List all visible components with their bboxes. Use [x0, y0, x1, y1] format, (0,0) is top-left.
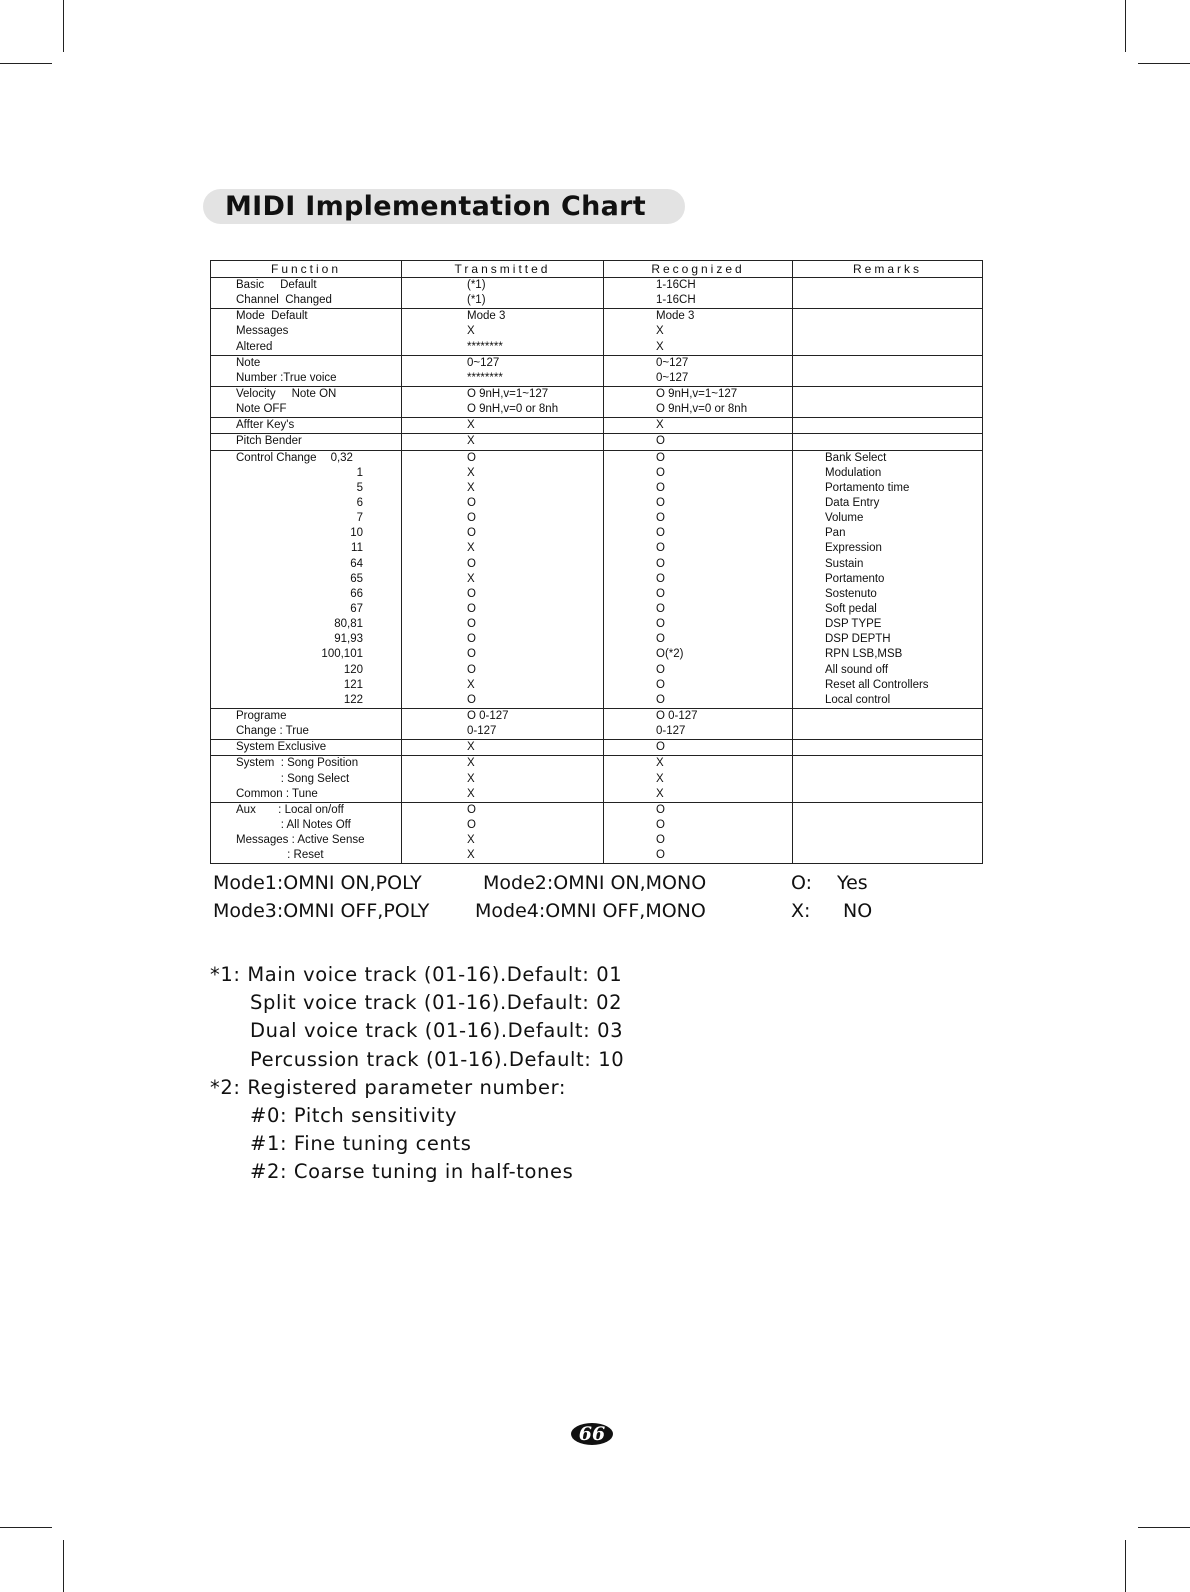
function-cell	[211, 418, 402, 434]
function-cell	[211, 740, 402, 756]
control-change-line	[211, 541, 401, 556]
remarks-cell	[793, 450, 983, 708]
cell-line: Note OFF	[236, 403, 287, 416]
control-change-line	[211, 572, 401, 587]
transmitted-cell	[402, 278, 604, 309]
cell-line: O	[656, 451, 665, 464]
remarks-cell	[793, 740, 983, 756]
cell-line: Affter Key's	[236, 419, 295, 432]
cell-line: Volume	[825, 512, 864, 525]
cell-line: DSP DEPTH	[825, 633, 891, 646]
remarks-cell	[793, 434, 983, 450]
cc-number: 7	[356, 512, 363, 525]
cell-line: O	[467, 818, 476, 831]
cell-line: : Reset	[236, 849, 324, 862]
control-change-line	[211, 663, 401, 678]
cell-line: O 9nH,v=1~127	[467, 387, 549, 400]
control-change-label: Control Change	[236, 451, 317, 464]
mode3-text: Mode3:OMNI OFF,POLY	[213, 900, 430, 922]
cell-line: O 0-127	[656, 709, 698, 722]
cc-number: 122	[343, 693, 363, 706]
control-change-line	[211, 526, 401, 541]
cell-line: Number :True voice	[236, 371, 337, 384]
table-row	[211, 278, 983, 309]
control-change-line	[211, 678, 401, 693]
page-number: 66	[571, 1423, 613, 1445]
cell-line: O 9nH,v=0 or 8nh	[467, 403, 559, 416]
footnote-line: *1: Main voice track (01-16).Default: 01	[210, 963, 623, 986]
cell-line: System : Song Position	[236, 757, 359, 770]
mode4-text: Mode4:OMNI OFF,MONO	[475, 900, 706, 922]
cell-line: Basic Default	[236, 279, 317, 291]
crop-mark	[1125, 1540, 1126, 1592]
control-change-line	[211, 496, 401, 511]
cell-line: Aux : Local on/off	[236, 803, 344, 816]
table-row	[211, 802, 983, 864]
cell-line: 1-16CH	[656, 279, 696, 291]
recognized-cell	[604, 278, 793, 309]
remarks-cell	[793, 418, 983, 434]
remarks-cell	[793, 708, 983, 739]
cell-line: Mode Default	[236, 310, 308, 323]
crop-mark	[1125, 0, 1126, 52]
cell-line: Portamento time	[825, 481, 910, 494]
cell-line: Modulation	[825, 466, 882, 479]
crop-mark	[1138, 63, 1190, 64]
cell-line: O	[467, 451, 476, 464]
footnotes	[210, 963, 624, 1189]
cc-number: 0,32	[330, 451, 353, 464]
recognized-cell	[604, 450, 793, 708]
footnote-line: *2: Registered parameter number:	[210, 1075, 567, 1099]
cell-line: Note	[236, 356, 261, 369]
cell-line: Portamento	[825, 572, 885, 585]
cell-line: X	[467, 834, 475, 847]
control-change-line	[211, 647, 401, 662]
cell-line: O	[656, 849, 665, 862]
cell-line: Local control	[825, 693, 891, 706]
mode1-text: Mode1:OMNI ON,POLY	[213, 872, 422, 894]
cc-number: 65	[350, 572, 363, 585]
cell-line: O 0-127	[467, 709, 509, 722]
cell-line: X	[467, 849, 475, 862]
cell-line: Data Entry	[825, 496, 880, 509]
cell-line: O	[656, 557, 665, 570]
table-row	[211, 418, 983, 434]
cell-line: X	[656, 325, 664, 338]
cell-line: Sustain	[825, 557, 864, 570]
cc-number: 67	[350, 602, 363, 615]
cc-number: 5	[356, 481, 363, 494]
crop-mark	[1138, 1527, 1190, 1528]
table-row	[211, 386, 983, 417]
transmitted-cell	[402, 802, 604, 864]
control-change-line	[211, 481, 401, 496]
cell-line: O	[656, 663, 665, 676]
cell-line: O	[656, 527, 665, 540]
crop-mark	[0, 63, 52, 64]
control-change-line	[211, 587, 401, 602]
cell-line: O	[467, 602, 476, 615]
cell-line: O	[656, 496, 665, 509]
cell-line: O	[467, 587, 476, 600]
control-change-line	[211, 466, 401, 481]
cc-number: 6	[356, 496, 363, 509]
recognized-cell	[604, 309, 793, 355]
cell-line: Altered	[236, 340, 273, 353]
cell-line: Messages	[236, 325, 289, 338]
footnote-line: Percussion track (01-16).Default: 10	[250, 1047, 625, 1071]
header-function: Function	[211, 261, 402, 278]
function-cell	[211, 309, 402, 355]
control-change-line	[211, 602, 401, 617]
control-change-line	[211, 557, 401, 572]
mode-legend	[213, 872, 913, 928]
control-change-line	[211, 617, 401, 632]
cell-line: X	[467, 481, 475, 494]
recognized-cell	[604, 386, 793, 417]
function-cell	[211, 278, 402, 309]
footnote-line: #2: Coarse tuning in half-tones	[250, 1160, 574, 1184]
table-row	[211, 450, 983, 708]
function-cell	[211, 386, 402, 417]
control-change-line	[211, 632, 401, 647]
cell-line: X	[467, 542, 475, 555]
cell-line: DSP TYPE	[825, 618, 882, 631]
remarks-cell	[793, 355, 983, 386]
function-cell	[211, 756, 402, 802]
header-remarks: Remarks	[793, 261, 983, 278]
transmitted-cell	[402, 756, 604, 802]
cell-line: O	[656, 803, 665, 816]
transmitted-cell	[402, 386, 604, 417]
control-change-line	[211, 451, 401, 466]
cell-line: 0-127	[467, 725, 497, 738]
cell-line: O	[467, 693, 476, 706]
table-row	[211, 756, 983, 802]
table-row	[211, 309, 983, 355]
cell-line: O	[467, 527, 476, 540]
transmitted-cell	[402, 740, 604, 756]
header-recognized: Recognized	[604, 261, 793, 278]
cell-line: Common : Tune	[236, 787, 318, 800]
transmitted-cell	[402, 309, 604, 355]
cell-line: X	[467, 419, 475, 432]
cell-line: X	[467, 787, 475, 800]
cell-line: O	[656, 618, 665, 631]
remarks-cell	[793, 386, 983, 417]
cell-line: O	[467, 633, 476, 646]
transmitted-cell	[402, 708, 604, 739]
cell-line: O	[656, 602, 665, 615]
cell-line: Pitch Bender	[236, 435, 302, 448]
cell-line: X	[467, 325, 475, 338]
footnote-line: #1: Fine tuning cents	[250, 1132, 472, 1156]
cell-line: All sound off	[825, 663, 889, 676]
table-header-row	[211, 261, 983, 278]
cell-line: O	[656, 542, 665, 555]
transmitted-cell	[402, 434, 604, 450]
cell-line: 1-16CH	[656, 294, 696, 307]
cell-line: O	[467, 803, 476, 816]
cell-line: O 9nH,v=0 or 8nh	[656, 403, 748, 416]
cell-line: Sostenuto	[825, 587, 877, 600]
cell-line: 0~127	[656, 356, 689, 369]
page-title: MIDI Implementation Chart	[203, 189, 685, 224]
cell-line: : Song Select	[236, 772, 350, 785]
cell-line: O	[467, 618, 476, 631]
cell-line: : All Notes Off	[236, 818, 351, 831]
cell-line: X	[467, 741, 475, 754]
recognized-cell	[604, 434, 793, 450]
cell-line: O	[467, 648, 476, 661]
cell-line: X	[467, 678, 475, 691]
cell-line: X	[656, 787, 664, 800]
no-symbol: X:	[791, 900, 811, 922]
cell-line: Reset all Controllers	[825, 678, 929, 691]
footnote-line: Dual voice track (01-16).Default: 03	[250, 1019, 624, 1043]
cell-line: X	[467, 466, 475, 479]
recognized-cell	[604, 355, 793, 386]
cell-line: O	[656, 678, 665, 691]
function-cell	[211, 450, 402, 708]
cell-line: 0-127	[656, 725, 686, 738]
cc-number: 1	[356, 466, 363, 479]
cell-line: O	[467, 512, 476, 525]
function-cell	[211, 434, 402, 450]
cc-number: 100,101	[321, 648, 363, 661]
cell-line: O	[656, 572, 665, 585]
transmitted-cell	[402, 355, 604, 386]
cell-line: X	[467, 757, 475, 770]
table-body	[211, 278, 983, 864]
function-cell	[211, 802, 402, 864]
recognized-cell	[604, 802, 793, 864]
cell-line: O	[656, 512, 665, 525]
no-label: NO	[843, 900, 873, 922]
cell-line: Velocity Note ON	[236, 387, 337, 400]
cell-line: Mode 3	[467, 310, 506, 323]
crop-mark	[0, 1527, 52, 1528]
cc-number: 11	[351, 542, 363, 555]
control-change-line	[211, 693, 401, 708]
cell-line: O	[656, 818, 665, 831]
yes-symbol: O:	[791, 872, 813, 894]
yes-label: Yes	[837, 872, 868, 894]
mode-row	[213, 872, 913, 900]
cell-line: Programe	[236, 709, 287, 722]
cell-line: (*1)	[467, 294, 486, 307]
cell-line: O(*2)	[656, 648, 684, 661]
cc-number: 91,93	[334, 633, 363, 646]
cell-line: X	[656, 340, 664, 353]
cell-line: O	[656, 741, 665, 754]
cell-line: Channel Changed	[236, 294, 332, 307]
table-row	[211, 434, 983, 450]
cell-line: X	[467, 772, 475, 785]
recognized-cell	[604, 418, 793, 434]
header-transmitted: Transmitted	[402, 261, 604, 278]
cell-line: Expression	[825, 542, 882, 555]
cell-line: 0~127	[467, 356, 500, 369]
cell-line: Change : True	[236, 725, 309, 738]
cell-line: O	[656, 587, 665, 600]
cell-line: Soft pedal	[825, 602, 877, 615]
transmitted-cell	[402, 418, 604, 434]
cell-line: ********	[467, 371, 503, 384]
function-cell	[211, 355, 402, 386]
mode-row	[213, 900, 913, 928]
cell-line: Bank Select	[825, 451, 887, 464]
transmitted-cell	[402, 450, 604, 708]
cc-number: 66	[350, 587, 363, 600]
table-row	[211, 355, 983, 386]
cell-line: O 9nH,v=1~127	[656, 387, 738, 400]
cell-line: (*1)	[467, 279, 486, 291]
remarks-cell	[793, 802, 983, 864]
cell-line: O	[656, 466, 665, 479]
cell-line: O	[656, 481, 665, 494]
cell-line: O	[467, 557, 476, 570]
mode2-text: Mode2:OMNI ON,MONO	[483, 872, 707, 894]
remarks-cell	[793, 278, 983, 309]
cell-line: O	[656, 633, 665, 646]
recognized-cell	[604, 740, 793, 756]
cc-number: 121	[343, 678, 363, 691]
cell-line: X	[656, 419, 664, 432]
cell-line: O	[656, 435, 665, 448]
footnote-line: Split voice track (01-16).Default: 02	[250, 991, 623, 1015]
crop-mark	[63, 1540, 64, 1592]
cc-number: 120	[343, 663, 363, 676]
cell-line: X	[656, 757, 664, 770]
cell-line: ********	[467, 340, 503, 353]
table-row	[211, 708, 983, 739]
function-cell	[211, 708, 402, 739]
cc-number: 64	[350, 557, 363, 570]
remarks-cell	[793, 309, 983, 355]
cell-line: X	[467, 572, 475, 585]
cell-line: X	[467, 435, 475, 448]
cell-line: Messages : Active Sense	[236, 834, 365, 847]
cell-line: 0~127	[656, 371, 689, 384]
remarks-cell	[793, 756, 983, 802]
cell-line: RPN LSB,MSB	[825, 648, 903, 661]
footnote-line: #0: Pitch sensitivity	[250, 1103, 458, 1127]
crop-mark	[63, 0, 64, 52]
midi-implementation-table	[210, 260, 983, 864]
control-change-line	[211, 511, 401, 526]
cell-line: O	[467, 663, 476, 676]
cell-line: O	[656, 834, 665, 847]
cell-line: O	[656, 693, 665, 706]
cc-number: 10	[350, 527, 363, 540]
cell-line: Mode 3	[656, 310, 695, 323]
recognized-cell	[604, 756, 793, 802]
cell-line: O	[467, 496, 476, 509]
cell-line: System Exclusive	[236, 741, 327, 754]
cc-number: 80,81	[334, 618, 363, 631]
cell-line: X	[656, 772, 664, 785]
table-row	[211, 740, 983, 756]
recognized-cell	[604, 708, 793, 739]
cell-line: Pan	[825, 527, 846, 540]
